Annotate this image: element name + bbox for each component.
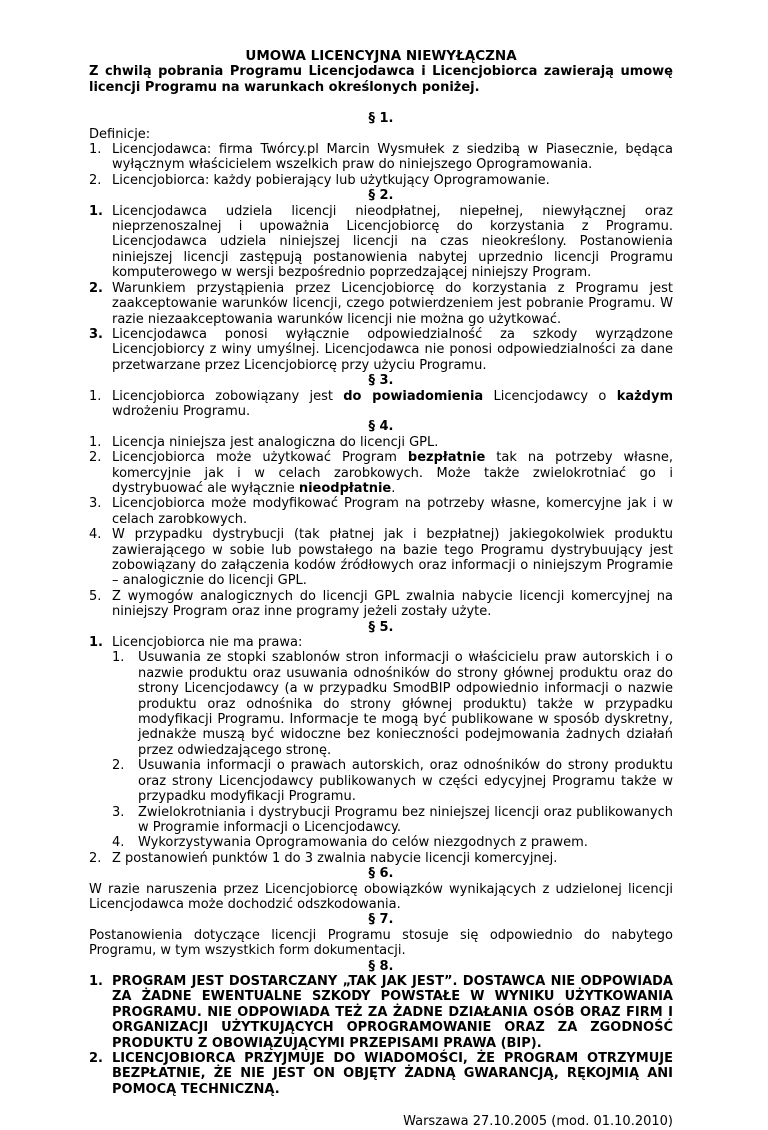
emphasis-text: do powiadomienia <box>343 388 484 404</box>
section-5-heading: § 5. <box>368 619 394 635</box>
section-6-heading: § 6. <box>368 866 394 882</box>
sublist-item <box>112 835 673 850</box>
list-item <box>89 851 673 866</box>
item-text: W przypadku dystrybucji (tak płatnej jak i bezpłatnej) jakiegokolwiek produktu zawierającego w sobie lub powstałego na bazie tego Programu dystrybuujący jest zobowiązany do załączenia kodów źródłowych oraz informacji o niniejszym Programie – analogicznie do licencji GPL. <box>112 527 673 589</box>
item-number: 1. <box>89 635 103 651</box>
item-number: 5. <box>89 588 102 604</box>
item-number: 4. <box>112 835 125 851</box>
item-number: 2. <box>89 1051 103 1066</box>
place-and-date: Warszawa 27.10.2005 (mod. 01.10.2010) <box>403 1114 673 1130</box>
section-5-list <box>89 635 673 866</box>
section-8-heading: § 8. <box>368 958 394 974</box>
section-4-list <box>89 435 673 620</box>
item-number: 3. <box>112 804 125 820</box>
item-number: 1. <box>89 434 102 450</box>
item-number: 2. <box>89 172 102 188</box>
item-text: Usuwania ze stopki szablonów stron informacji o właścicielu praw autorskich i o nazwie produktu oraz usuwania odnośników do strony głównej produktu oraz do strony Licencjodawcy (a w przypadku SmodBIP odpowiednio informacji o nazwie produktu oraz odnośnika do strony głównej produktu) także w przypadku modyfikacji Programu. Informacje te mogą być publikowane w sposób dyskretny, jednakże muszą być widoczne bez konieczności podejmowania żadnych działań przez odwiedzającego stronę. <box>138 650 673 758</box>
list-item <box>89 974 673 1051</box>
item-text: Licencjobiorca może modyfikować Program na potrzeby własne, komercyjne jak i w celach zarobkowych. <box>112 496 673 527</box>
section-1-list <box>89 142 673 188</box>
item-text: Wykorzystywania Oprogramowania do celów niezgodnych z prawem. <box>138 835 588 851</box>
item-text-part: wdrożeniu Programu. <box>112 403 251 419</box>
section-1-heading: § 1. <box>368 111 394 127</box>
item-number: 3. <box>89 326 103 342</box>
item-number: 3. <box>89 496 102 512</box>
item-text: Licencja niniejsza jest analogiczna do licencji GPL. <box>112 434 439 450</box>
list-item <box>89 527 673 589</box>
item-text: Zwielokrotniania i dystrybucji Programu bez niniejszej licencji oraz publikowanych w Programie informacji o Licencjodawcy. <box>138 804 673 835</box>
section-7-heading: § 7. <box>368 912 394 928</box>
section-5-sublist <box>112 650 673 850</box>
item-text: Licencjodawca udziela licencji nieodpłatnej, niepełnej, niewyłącznej oraz nieprzenoszalnej i upoważnia Licencjobiorcę do korzystania z Programu. Licencjodawca udziela niniejszej licencji na czas nieokreślony. Postanowienia niniejszej licencji zastępują postanowienia nabytej uprzednio licencji Programu komputerowego w wersji bezpośrednio poprzedzającej niniejszy Program. <box>112 203 673 281</box>
item-number: 1. <box>89 973 103 989</box>
item-number: 2. <box>112 758 125 774</box>
section-4-heading: § 4. <box>368 419 394 435</box>
section-3-list <box>89 389 673 420</box>
list-item <box>89 435 673 450</box>
list-item <box>89 281 673 327</box>
list-item <box>89 1051 673 1097</box>
item-text-part: Licencjobiorca zobowiązany jest <box>112 388 344 404</box>
section-1-lead: Definicje: <box>89 126 151 142</box>
item-number: 2. <box>89 450 102 466</box>
document-title: UMOWA LICENCYJNA NIEWYŁĄCZNA <box>245 48 517 64</box>
item-number: 2. <box>89 850 102 866</box>
list-item <box>89 327 673 373</box>
item-number: 4. <box>89 527 102 543</box>
item-number: 1. <box>89 142 102 158</box>
item-text: LICENCJOBIORCA PRZYJMUJE DO WIADOMOŚCI, ŻE PROGRAM OTRZYMUJE BEZPŁATNIE, ŻE NIE JEST ON OBJĘTY ŻADNĄ GWARANCJĄ, RĘKOJMIĄ ANI POMOCĄ TECHNICZNĄ. <box>112 1051 673 1097</box>
list-item <box>89 173 673 188</box>
item-text: Licencjobiorca: każdy pobierający lub użytkujący Oprogramowanie. <box>112 172 550 188</box>
emphasis-text: każdym <box>616 388 673 404</box>
item-number: 1. <box>89 388 102 404</box>
sublist-item <box>112 758 673 804</box>
list-item <box>89 635 673 851</box>
list-item <box>89 142 673 173</box>
item-text: PROGRAM JEST DOSTARCZANY „TAK JAK JEST”. DOSTAWCA NIE ODPOWIADA ZA ŻADNE EWENTUALNE SZKODY POWSTAŁE W WYNIKU UŻYTKOWANIA PROGRAMU. NIE ODPOWIADA TEŻ ZA ŻADNE DZIAŁANIA OSÓB ORAZ FIRM I ORGANIZACJI UŻYTKUJĄCYCH OPROGRAMOWANIE ORAZ ZA ZGODNOŚĆ PRODUKTU Z OBOWIĄZUJĄCYMI PRZEPISAMI PRAWA (BIP). <box>112 973 673 1051</box>
emphasis-text: nieodpłatnie <box>298 480 392 496</box>
item-text: Warunkiem przystąpienia przez Licencjobiorcę do korzystania z Programu jest zaakceptowanie warunków licencji, czego potwierdzeniem jest pobranie Programu. W razie niezaakceptowania warunków licencji nie można go użytkować. <box>112 280 673 327</box>
item-text: Licencjodawca: firma Twórcy.pl Marcin Wysmułek z siedzibą w Piasecznie, będąca wyłącznym właścicielem wszelkich praw do niniejszego Oprogramowania. <box>112 142 673 173</box>
intro-paragraph: Z chwilą pobrania Programu Licencjodawca i Licencjobiorca zawierają umowę licencji Programu na warunkach określonych poniżej. <box>89 64 673 95</box>
section-8-list <box>89 974 673 1097</box>
list-item <box>89 204 673 281</box>
list-item <box>89 389 673 420</box>
item-number: 1. <box>112 650 125 666</box>
item-text: Licencjodawca ponosi wyłącznie odpowiedzialność za szkody wyrządzone Licencjobiorcy z winy umyślnej. Licencjodawca nie ponosi odpowiedzialności za dane przetwarzane przez Licencjobiorcę przy użyciu Programu. <box>112 326 673 373</box>
item-text: Z wymogów analogicznych do licencji GPL zwalnia nabycie licencji komercyjnej na niniejszy Program oraz inne programy jeżeli zostały użyte. <box>112 588 673 620</box>
item-text-part: tak na potrzeby własne, komercyjnie jak i w celach zarobkowych. Może także zwielokrotniać go i dystrybuować ale wyłącznie <box>112 450 673 496</box>
section-6-text: W razie naruszenia przez Licencjobiorcę obowiązków wynikających z udzielonej licencji Licencjodawca może dochodzić odszkodowania. <box>89 881 673 912</box>
emphasis-text: bezpłatnie <box>407 450 486 466</box>
section-2-heading: § 2. <box>368 188 394 204</box>
list-item <box>89 589 673 620</box>
item-text-part: Licencjodawcy o <box>483 388 617 404</box>
section-7-text: Postanowienia dotyczące licencji Programu stosuje się odpowiednio do nabytego Programu, w tym wszystkich form dokumentacji. <box>89 927 673 959</box>
section-3-heading: § 3. <box>368 373 394 389</box>
list-item <box>89 450 673 496</box>
item-text: Z postanowień punktów 1 do 3 zwalnia nabycie licencji komercyjnej. <box>112 850 558 866</box>
item-text: Usuwania informacji o prawach autorskich, oraz odnośników do strony produktu oraz strony Licencjodawcy publikowanych w części edycyjnej Programu także w przypadku modyfikacji Programu. <box>138 758 673 805</box>
item-number: 2. <box>89 280 103 296</box>
section-2-list <box>89 204 673 373</box>
sublist-item <box>112 650 673 758</box>
sublist-item <box>112 805 673 836</box>
item-text-part: Licencjobiorca może użytkować Program <box>112 450 408 466</box>
item-text-part: . <box>391 480 396 496</box>
item-text: Licencjobiorca nie ma prawa: <box>112 635 303 651</box>
item-number: 1. <box>89 203 103 219</box>
list-item <box>89 496 673 527</box>
